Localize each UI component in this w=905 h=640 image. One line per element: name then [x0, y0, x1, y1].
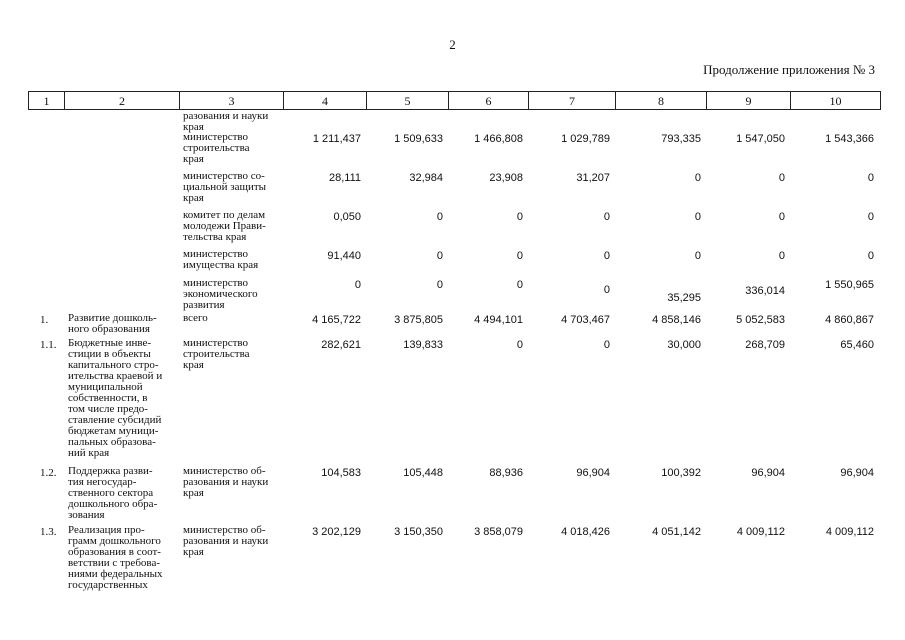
table-row: [28, 249, 879, 278]
row-executor: всего: [183, 313, 208, 324]
row-value-col-9: 0: [778, 211, 785, 223]
row-value-col-6: 3 858,079: [474, 526, 523, 538]
row-executor: министерство со- циальной защиты края: [183, 171, 267, 204]
row-number: [28, 249, 64, 251]
header-col-9: 9: [707, 92, 791, 109]
table-row: [28, 313, 879, 338]
row-value-col-10: 1 550,965: [825, 279, 874, 291]
row-value-col-5: 32,984: [409, 172, 443, 184]
row-value-col-4: 0,050: [333, 211, 361, 223]
row-executor: министерство строительства края: [183, 338, 250, 371]
row-executor: комитет по делам молодежи Прави- тельства края: [183, 210, 266, 243]
header-col-1: 1: [29, 92, 65, 109]
header-col-6: 6: [449, 92, 529, 109]
row-value-col-10: 65,460: [840, 339, 874, 351]
row-executor: разования и науки края: [183, 111, 269, 133]
header-col-5: 5: [367, 92, 449, 109]
row-value-col-9: 1 547,050: [736, 133, 785, 145]
row-value-col-10: [790, 111, 879, 113]
row-value-col-8: 0: [694, 172, 701, 184]
row-value-col-9: 4 009,112: [736, 526, 785, 538]
row-value-col-5: [366, 111, 448, 113]
table-row: [28, 171, 879, 210]
row-number: 1.2.: [40, 467, 57, 479]
row-executor: министерство об- разования и науки края: [183, 525, 269, 558]
row-value-col-7: 4 018,426: [561, 526, 610, 538]
row-value-col-7: 4 703,467: [561, 314, 610, 326]
row-value-col-6: [448, 111, 528, 113]
row-value-col-7: 31,207: [576, 172, 610, 184]
row-value-col-4: 4 165,722: [312, 314, 361, 326]
row-number: [28, 111, 64, 113]
row-value-col-9: [706, 111, 790, 113]
row-value-col-10: 96,904: [840, 467, 874, 479]
row-value-col-10: 0: [867, 172, 874, 184]
row-value-col-5: 1 509,633: [394, 133, 443, 145]
row-executor: министерство экономического развития: [183, 278, 258, 311]
row-value-col-10: 4 009,112: [825, 526, 874, 538]
row-value-col-8: 35,295: [667, 292, 701, 304]
row-value-col-9: 0: [778, 250, 785, 262]
row-value-col-7: 0: [603, 250, 610, 262]
row-value-col-10: 4 860,867: [825, 314, 874, 326]
row-value-col-4: 1 211,437: [312, 133, 361, 145]
row-title: Развитие дошколь- ного образования: [68, 313, 157, 335]
row-value-col-6: 88,936: [489, 467, 523, 479]
row-value-col-4: 3 202,129: [312, 526, 361, 538]
table-row: [28, 338, 879, 466]
row-number: [28, 210, 64, 212]
row-value-col-5: 139,833: [403, 339, 443, 351]
row-value-col-8: 0: [694, 211, 701, 223]
row-number: 1.3.: [40, 526, 57, 538]
row-value-col-9: 268,709: [745, 339, 785, 351]
row-value-col-4: 0: [354, 279, 361, 291]
row-value-col-5: 3 875,805: [394, 314, 443, 326]
row-value-col-8: [615, 111, 706, 113]
table-row: [28, 278, 879, 313]
row-value-col-9: 5 052,583: [736, 314, 785, 326]
row-value-col-8: 100,392: [661, 467, 701, 479]
row-value-col-4: 104,583: [321, 467, 361, 479]
row-value-col-5: 0: [436, 279, 443, 291]
row-value-col-7: 96,904: [576, 467, 610, 479]
row-number: [28, 132, 64, 134]
header-col-3: 3: [180, 92, 284, 109]
row-value-col-4: 282,621: [321, 339, 361, 351]
row-value-col-4: 28,111: [328, 172, 361, 184]
table-header: [28, 91, 881, 110]
row-value-col-7: 0: [603, 339, 610, 351]
row-value-col-6: 0: [516, 339, 523, 351]
row-value-col-5: 3 150,350: [394, 526, 443, 538]
row-value-col-9: 96,904: [751, 467, 785, 479]
table-row: [28, 466, 879, 525]
table-row: [28, 111, 879, 132]
row-value-col-5: 0: [436, 211, 443, 223]
header-col-2: 2: [65, 92, 180, 109]
row-value-col-9: 0: [778, 172, 785, 184]
row-value-col-5: 105,448: [403, 467, 443, 479]
row-value-col-7: 1 029,789: [561, 133, 610, 145]
row-value-col-10: 1 543,366: [825, 133, 874, 145]
header-col-7: 7: [529, 92, 616, 109]
row-value-col-6: 1 466,808: [474, 133, 523, 145]
row-value-col-6: 23,908: [489, 172, 523, 184]
row-value-col-6: 4 494,101: [474, 314, 523, 326]
row-value-col-7: 0: [603, 284, 610, 296]
row-value-col-7: 0: [603, 211, 610, 223]
row-title: Реализация про- грамм дошкольного образования в соот- ветствии с требова- ниями федеральных государственных: [68, 525, 163, 591]
row-value-col-4: [283, 111, 366, 113]
row-value-col-8: 30,000: [667, 339, 701, 351]
row-value-col-6: 0: [516, 211, 523, 223]
row-value-col-8: 793,335: [661, 133, 701, 145]
continuation-label: Продолжение приложения № 3: [703, 62, 875, 77]
row-number: 1.: [40, 314, 49, 326]
row-value-col-6: 0: [516, 279, 523, 291]
row-value-col-10: 0: [867, 250, 874, 262]
row-value-col-6: 0: [516, 250, 523, 262]
header-col-10: 10: [829, 94, 842, 108]
row-value-col-4: 91,440: [327, 250, 361, 262]
row-title: Бюджетные инве- стиции в объекты капитального стро- ительства краевой и муниципальной собственности, в том числе предо- ставление субсидий бюджетам муници- пальных образова- ний края: [68, 338, 163, 459]
row-number: 1.1.: [40, 339, 57, 351]
row-number: [28, 171, 64, 173]
table-body: [28, 111, 879, 595]
row-number: [28, 278, 64, 280]
row-value-col-8: 4 858,146: [652, 314, 701, 326]
row-executor: министерство об- разования и науки края: [183, 466, 269, 499]
row-executor: министерство имущества края: [183, 249, 259, 271]
table-row: [28, 210, 879, 249]
row-value-col-9: 336,014: [745, 285, 785, 297]
row-value-col-10: 0: [867, 211, 874, 223]
row-value-col-5: 0: [436, 250, 443, 262]
page-number: 2: [449, 37, 456, 52]
row-value-col-7: [528, 111, 615, 113]
row-value-col-8: 4 051,142: [652, 526, 701, 538]
row-title: Поддержка разви- тия негосудар- ственного сектора дошкольного обра- зования: [68, 466, 158, 521]
header-col-4: 4: [284, 92, 367, 109]
table-row: [28, 132, 879, 171]
header-col-8: 8: [616, 92, 707, 109]
row-value-col-8: 0: [694, 250, 701, 262]
row-executor: министерство строительства края: [183, 132, 250, 165]
table-row: [28, 525, 879, 595]
